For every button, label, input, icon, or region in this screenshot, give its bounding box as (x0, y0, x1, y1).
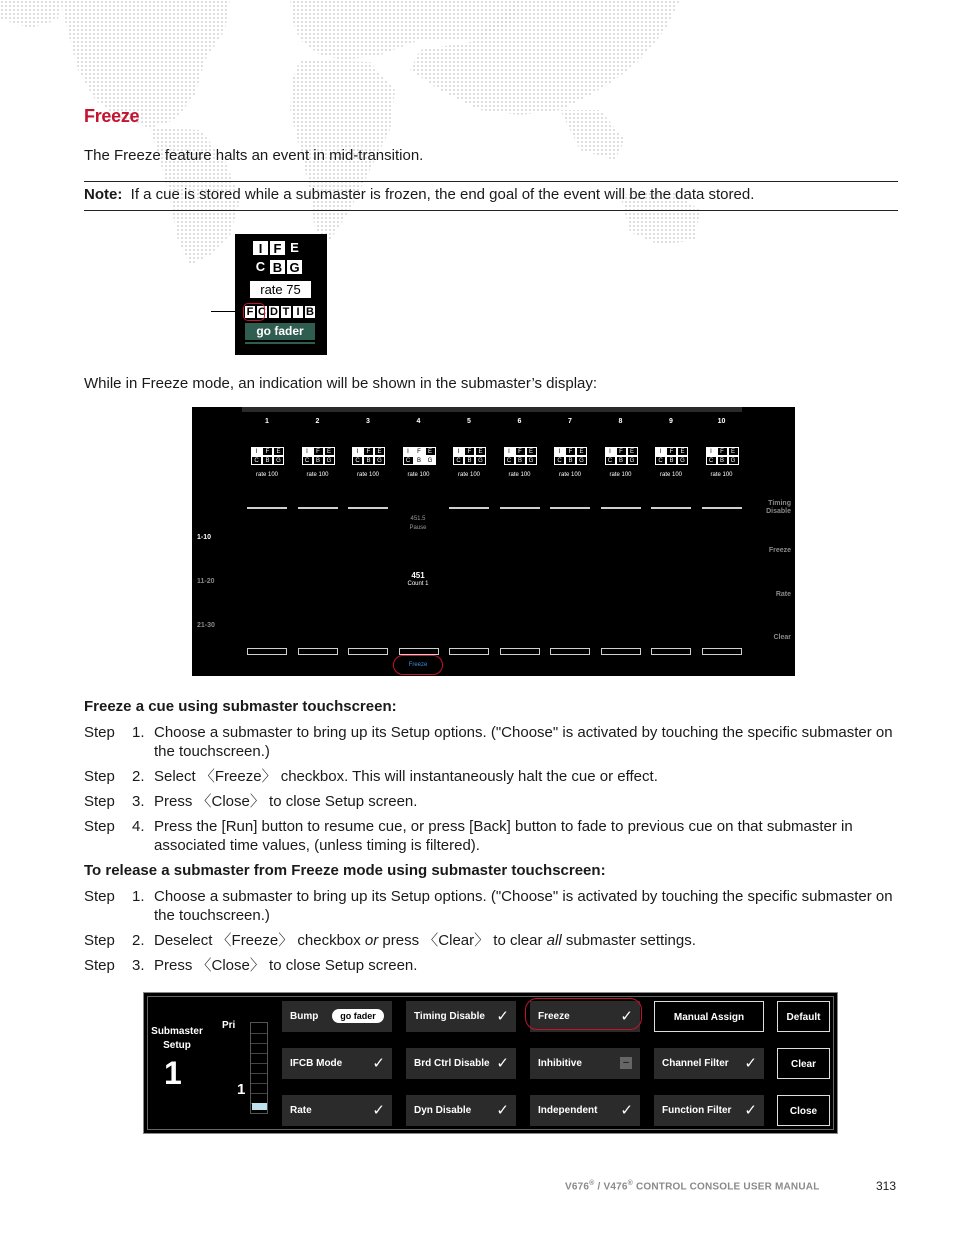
step-word: Step (84, 957, 115, 974)
freeze-side-button[interactable]: Freeze (768, 547, 791, 554)
check-icon: ✓ (620, 1007, 633, 1025)
step-word: Step (84, 724, 115, 741)
submaster-select-box[interactable] (298, 648, 338, 655)
submaster-level-bar (500, 507, 540, 509)
default-button[interactable]: Default (777, 1001, 830, 1032)
freeze-highlight-ring (243, 303, 265, 321)
check-icon: ✓ (372, 1101, 385, 1119)
flag-freeze: F (244, 305, 256, 319)
priority-label: Pri (222, 1020, 236, 1031)
brd-ctrl-disable-toggle[interactable] (406, 1048, 516, 1079)
submaster-select-box[interactable] (449, 648, 489, 655)
tile-flag: B (565, 456, 576, 465)
flag-e: E (286, 240, 303, 256)
freeze-label: Freeze (538, 1011, 570, 1022)
note-text: If a cue is stored while a submaster is frozen, the end goal of the event will be the data stored. (130, 186, 755, 203)
submaster-flag-tile[interactable] (605, 447, 641, 465)
submaster-flag-tile[interactable] (352, 447, 388, 465)
step-text: Choose a submaster to bring up its Setup options. ("Choose" is activated by touching the specific submaster on the touchscreen.) (154, 724, 893, 760)
flag-g: G (286, 259, 303, 275)
bump-button[interactable] (282, 1001, 392, 1032)
row-label-11-20[interactable]: 11-20 (197, 578, 215, 585)
tile-flag: C (302, 456, 313, 465)
tile-flag: B (515, 456, 526, 465)
submaster-flag-tile[interactable] (453, 447, 489, 465)
column-number: 9 (669, 418, 673, 425)
tile-flag: G (425, 456, 436, 465)
column-number: 5 (467, 418, 471, 425)
check-icon: ✓ (372, 1054, 385, 1072)
priority-value: 1 (237, 1081, 246, 1098)
tile-flag: B (666, 456, 677, 465)
priority-slider[interactable] (250, 1022, 268, 1114)
submaster-rate: rate 100 (558, 472, 582, 478)
section1-title: Freeze a cue using submaster touchscreen: (84, 698, 397, 715)
footer-model-2: / V476 (594, 1181, 628, 1193)
submaster-select-box[interactable] (348, 648, 388, 655)
channel-filter-toggle[interactable] (654, 1048, 764, 1079)
tile-flag: E (324, 447, 335, 456)
rate-label: Rate (290, 1105, 312, 1116)
s1-step-4 (84, 817, 898, 855)
tile-flag: B (616, 456, 627, 465)
footer-title (565, 1180, 820, 1192)
tile-flag: E (627, 447, 638, 456)
timing-disable-toggle[interactable] (406, 1001, 516, 1032)
inhibitive-label: Inhibitive (538, 1058, 582, 1069)
cue-progress-value: 451.5 (410, 516, 426, 522)
footer-manual: CONTROL CONSOLE USER MANUAL (632, 1181, 820, 1193)
cue-pause-state: Pause (409, 525, 427, 531)
tile-flag: E (425, 447, 436, 456)
submaster-display-closeup (235, 234, 327, 355)
tile-flag: I (251, 447, 262, 456)
tile-flag: C (504, 456, 515, 465)
note-label: Note: (84, 186, 123, 203)
tile-flag: F (313, 447, 324, 456)
tile-flag: B (262, 456, 273, 465)
manual-assign-button[interactable]: Manual Assign (654, 1001, 764, 1032)
tile-flag: I (453, 447, 464, 456)
rate-side-button[interactable]: Rate (775, 591, 791, 598)
go-fader-label: go fader (245, 323, 315, 340)
note (84, 185, 898, 204)
submaster-rate: rate 100 (306, 472, 329, 478)
submaster-number: 1 (164, 1055, 182, 1091)
step-number: 3. (132, 793, 145, 810)
clear-side-button[interactable]: Clear (773, 634, 791, 641)
tile-flag: G (728, 456, 739, 465)
setup-title-line1: Submaster (151, 1026, 203, 1037)
setup-title-line2: Setup (163, 1040, 191, 1051)
submaster-level-bar (348, 507, 388, 509)
tile-flag: G (475, 456, 486, 465)
footer-model-1: V676 (565, 1181, 590, 1193)
note-rule-top (84, 181, 898, 182)
tile-flag: I (605, 447, 616, 456)
independent-toggle[interactable] (530, 1095, 640, 1126)
tile-flag: C (403, 456, 414, 465)
column-number: 2 (315, 418, 320, 425)
submaster-select-box[interactable] (702, 648, 742, 655)
tile-flag: B (414, 456, 425, 465)
function-filter-toggle[interactable] (654, 1095, 764, 1126)
tile-flag: G (273, 456, 284, 465)
submaster-flag-tile[interactable] (706, 447, 742, 465)
touchscreen-top-bar (242, 407, 742, 412)
tile-flag: F (414, 447, 425, 456)
step-text-part: Deselect 〈Freeze〉 checkbox (154, 932, 365, 949)
step-number: 4. (132, 818, 145, 835)
bump-mode-pill[interactable]: go fader (332, 1009, 384, 1023)
tile-flag: I (403, 447, 414, 456)
submaster-setup-panel (143, 992, 838, 1134)
freeze-highlight-ring (525, 998, 642, 1030)
ifcb-mode-toggle[interactable] (282, 1048, 392, 1079)
tile-flag: F (717, 447, 728, 456)
tile-flag: F (262, 447, 273, 456)
check-icon: ✓ (744, 1054, 757, 1072)
setup-title (148, 1025, 206, 1053)
flag-i2: I (292, 305, 304, 319)
step-text-or: or (364, 932, 379, 949)
flag-c2: C (256, 305, 268, 319)
tile-flag: G (627, 456, 638, 465)
submaster-flag-tile[interactable] (655, 447, 691, 465)
s1-step-2 (84, 767, 898, 786)
tile-flag: F (565, 447, 576, 456)
step-number: 3. (132, 957, 145, 974)
column-number: 10 (717, 418, 726, 425)
column-number: 1 (265, 418, 269, 425)
column-number: 7 (568, 418, 572, 425)
tile-flag: F (616, 447, 627, 456)
column-number: 3 (366, 418, 370, 425)
tile-flag: I (554, 447, 565, 456)
column-number: 8 (618, 418, 623, 425)
close-button[interactable]: Close (777, 1095, 830, 1126)
tile-flag: B (363, 456, 374, 465)
step-word: Step (84, 793, 115, 810)
submaster-level-bar (651, 507, 691, 509)
tile-flag: E (273, 447, 284, 456)
tile-flag: E (576, 447, 587, 456)
timing-disable-label: Timing Disable (414, 1011, 485, 1022)
tile-flag: C (605, 456, 616, 465)
tile-flag: I (655, 447, 666, 456)
submaster-level-bar (298, 507, 338, 509)
tile-flag: F (363, 447, 374, 456)
step-text-part: press 〈Clear〉 to clear (378, 932, 547, 949)
footer-reg-1: ® (589, 1180, 595, 1187)
step-word: Step (84, 768, 115, 785)
page-number: 313 (876, 1179, 897, 1193)
submaster-rate: rate 100 (255, 472, 279, 478)
submaster-level-bar (449, 507, 489, 509)
s1-step-1 (84, 723, 898, 761)
submaster-flag-tile[interactable] (403, 447, 439, 465)
step-number: 1. (132, 888, 145, 905)
tile-flag: C (655, 456, 666, 465)
section-heading: Freeze (84, 106, 140, 126)
row-label-1-10[interactable]: 1-10 (197, 534, 212, 541)
step-text: Choose a submaster to bring up its Setup options. ("Choose" is activated by touching the specific submaster on the touchscreen.) (154, 888, 893, 924)
tile-flag: B (464, 456, 475, 465)
priority-slider-handle[interactable] (252, 1103, 267, 1110)
step-text-part: submaster settings. (561, 932, 696, 949)
dyn-disable-toggle[interactable] (406, 1095, 516, 1126)
submaster-rate: rate 100 (659, 472, 683, 478)
step-text-all: all (546, 932, 562, 949)
flag-f: F (269, 240, 286, 256)
tile-flag: E (475, 447, 486, 456)
flag-b2: B (304, 305, 316, 319)
tile-flag: E (677, 447, 688, 456)
tile-flag: C (554, 456, 565, 465)
check-icon: ✓ (496, 1007, 509, 1025)
check-icon: ✓ (744, 1101, 757, 1119)
cue-count: Count 1 (407, 581, 429, 587)
rate-label: rate 75 (250, 281, 311, 298)
flag-d: D (268, 305, 280, 319)
submaster-level-bar (550, 507, 590, 509)
tile-flag: F (515, 447, 526, 456)
tile-flag: I (302, 447, 313, 456)
submaster-rate: rate 100 (457, 472, 481, 478)
dash-icon: – (620, 1057, 632, 1069)
function-filter-label: Function Filter (662, 1105, 732, 1116)
tile-flag: G (526, 456, 537, 465)
s1-step-3 (84, 792, 898, 811)
submaster-rate: rate 100 (356, 472, 380, 478)
fader-underline (245, 342, 315, 344)
column-number: 6 (517, 418, 522, 425)
submaster-select-box[interactable] (399, 648, 439, 655)
submaster-level-bar (247, 507, 287, 509)
tile-flag: E (526, 447, 537, 456)
world-map-background (0, 0, 954, 270)
freeze-indicator[interactable]: Freeze (393, 655, 443, 675)
submaster-flag-tile[interactable] (251, 447, 287, 465)
step-text: Press 〈Close〉 to close Setup screen. (154, 793, 418, 810)
rate-toggle[interactable] (282, 1095, 392, 1126)
tile-flag: I (352, 447, 363, 456)
step-text: Select 〈Freeze〉 checkbox. This will instantaneously halt the cue or effect. (154, 768, 658, 785)
step-word: Step (84, 818, 115, 835)
tile-flag: B (313, 456, 324, 465)
tile-flag: G (324, 456, 335, 465)
submaster-rate: rate 100 (508, 472, 531, 478)
note-rule-bottom (84, 210, 898, 211)
step-text: Press the [Run] button to resume cue, or press [Back] button to fade to previous cue on that submaster in associated time values, (unless timing is filtered). (154, 818, 853, 854)
submaster-select-box[interactable] (550, 648, 590, 655)
submaster-rate: rate 100 (407, 472, 430, 478)
inhibitive-toggle[interactable] (530, 1048, 640, 1079)
tile-flag: C (352, 456, 363, 465)
tile-flag: C (706, 456, 717, 465)
callout-leader-line (211, 311, 235, 312)
row-label-21-30[interactable]: 21-30 (197, 622, 215, 629)
tile-flag: C (453, 456, 464, 465)
submaster-level-bar (601, 507, 641, 509)
step-text (154, 931, 898, 950)
flag-c: C (252, 259, 269, 275)
step-number: 1. (132, 724, 145, 741)
tile-flag: G (677, 456, 688, 465)
tile-flag: E (728, 447, 739, 456)
tile-flag: E (374, 447, 385, 456)
check-icon: ✓ (620, 1101, 633, 1119)
submaster-select-box[interactable] (500, 648, 540, 655)
submaster-level-bar (702, 507, 742, 509)
cue-number: 451 (411, 571, 425, 580)
step-text: Press 〈Close〉 to close Setup screen. (154, 957, 418, 974)
flag-i: I (252, 240, 269, 256)
s2-step-1 (84, 887, 898, 925)
bump-label: Bump (290, 1011, 319, 1022)
check-icon: ✓ (496, 1101, 509, 1119)
submaster-select-box[interactable] (601, 648, 641, 655)
brd-ctrl-disable-label: Brd Ctrl Disable (414, 1058, 490, 1069)
submaster-flag-tile[interactable] (504, 447, 540, 465)
section2-title: To release a submaster from Freeze mode using submaster touchscreen: (84, 862, 606, 879)
submaster-select-box[interactable] (651, 648, 691, 655)
intro-text: The Freeze feature halts an event in mid-transition. (84, 147, 424, 164)
step-number: 2. (132, 932, 145, 949)
ifcb-label: IFCB Mode (290, 1058, 343, 1069)
tile-flag: I (504, 447, 515, 456)
independent-label: Independent (538, 1105, 598, 1116)
tile-flag: F (666, 447, 677, 456)
dyn-disable-label: Dyn Disable (414, 1105, 472, 1116)
tile-flag: G (576, 456, 587, 465)
tile-flag: F (464, 447, 475, 456)
tile-flag: I (706, 447, 717, 456)
submaster-select-box[interactable] (247, 648, 287, 655)
caption-text: While in Freeze mode, an indication will be shown in the submaster’s display: (84, 375, 598, 392)
flag-b: B (269, 259, 286, 275)
submaster-rate: rate 100 (710, 472, 733, 478)
step-number: 2. (132, 768, 145, 785)
footer-reg-2: ® (627, 1180, 633, 1187)
step-word: Step (84, 888, 115, 905)
tile-flag: G (374, 456, 385, 465)
step-word: Step (84, 932, 115, 949)
tile-flag: C (251, 456, 262, 465)
timing-disable-button[interactable]: Timing Disable (766, 500, 791, 515)
submaster-flag-tile[interactable] (302, 447, 338, 465)
column-number: 4 (416, 418, 421, 425)
submaster-flag-tile[interactable] (554, 447, 590, 465)
flag-t: T (280, 305, 292, 319)
tile-flag: B (717, 456, 728, 465)
s2-step-2 (84, 931, 898, 950)
channel-filter-label: Channel Filter (662, 1058, 729, 1069)
submaster-rate: rate 100 (609, 472, 632, 478)
submaster-touchscreen (192, 407, 795, 676)
s2-step-3 (84, 956, 898, 975)
clear-button[interactable]: Clear (777, 1048, 830, 1079)
check-icon: ✓ (496, 1054, 509, 1072)
